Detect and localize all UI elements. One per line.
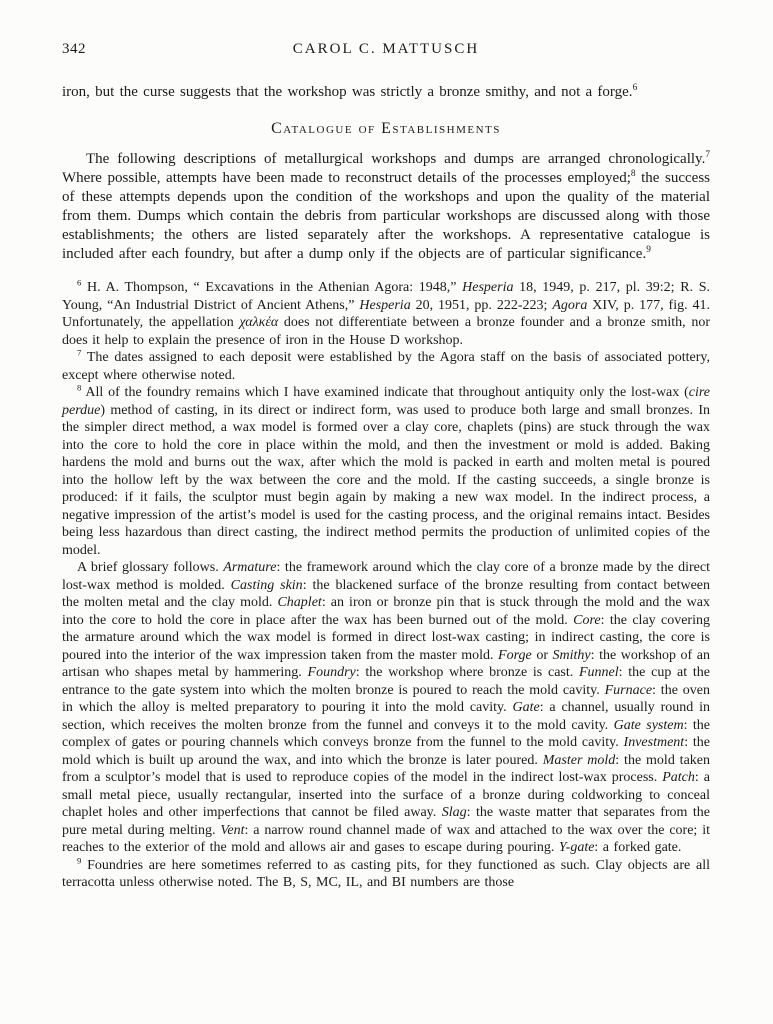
italic-term: Master mold <box>542 752 616 768</box>
footnotes-section <box>62 279 710 892</box>
italic-term: χαλκέα <box>239 315 279 330</box>
italic-term: Investment <box>623 735 685 750</box>
section-heading: Catalogue of Establishments <box>271 120 501 137</box>
text-run: : the mold taken from a sculptor’s model that is used to reproduce copies of the model in the indirect lost-wax process. <box>62 752 711 785</box>
text-run: H. A. Thompson, “ Excavations in the Athenian Agora: 1948,” <box>81 280 463 295</box>
footnote-paragraph <box>62 384 710 559</box>
text-run: or <box>531 647 553 663</box>
text-run: : the workshop where bronze is cast. <box>355 665 579 680</box>
text-run: 18, 1949, p. 217, pl. 39:2; R. S. Young, “An Industrial District of Ancient Athens,” <box>62 280 711 313</box>
text-run: the success of these attempts depends upon the condition of the workshops and upon the quality of the material from them. Dumps which contain the debris from particular workshops are discussed along with those establishments; the others are listed separately after the workshops. A representative catalogue is included after each foundry, but after a dump only if the objects are of particular significance. <box>62 170 711 262</box>
italic-term: Furnace <box>604 682 653 698</box>
footnote-reference: 8 <box>77 382 82 393</box>
footnote-reference: 9 <box>646 245 651 255</box>
footnote-paragraph <box>62 349 710 384</box>
text-run: ) method of casting, in its direct or indirect form, was used to produce both large and small bronzes. In the simpler direct method, a wax model is formed over a clay core, chaplets (pins) are stuck through the wax into the core to hold the core in place within the mold, and then the investment or mold is added. Baking hardens the mold and burns out the wax, after which the mold is packed in earth and molten metal is poured into the hollow left by the wax between the core and the mold. If the casting succeeds, a single bronze is produced: if it fails, the sculptor must begin again by making a new wax model. In the indirect process, a negative impression of the artist’s model is used for the casting process, and the original remains intact. Besides being less hazardous than direct casting, the indirect method permits the production of unlimited copies of the model. <box>62 402 710 558</box>
italic-term: Foundry <box>307 665 356 680</box>
text-run: XIV, p. 177, fig. 41. Unfortunately, the appellation <box>62 297 710 330</box>
italic-term: Chaplet <box>277 595 322 610</box>
italic-term: Funnel <box>578 665 619 680</box>
text-run: Foundries are here sometimes referred to as casting pits, for they functioned as such. Clay objects are all terracotta unless otherwise noted. The B, S, MC, IL, and BI numbers are those <box>62 857 710 890</box>
text-run: 20, 1951, pp. 222-223; <box>410 297 553 313</box>
italic-term: Hesperia <box>359 297 411 313</box>
italic-term: Forge <box>498 647 532 663</box>
text-run: : the waste matter that separates from the pure metal during melting. <box>62 805 710 838</box>
italic-term: Gate system <box>613 717 684 733</box>
italic-term: Gate <box>512 700 540 715</box>
italic-term: Core <box>573 612 601 628</box>
footnote-paragraph <box>62 854 710 892</box>
text-run: : the mold which is built up around the wax, and into which the bronze is later poured. <box>62 735 710 768</box>
italic-term: Y-gate <box>558 840 595 855</box>
italic-term: Vent <box>220 822 245 838</box>
footnote-reference: 6 <box>632 83 638 93</box>
footnote-reference: 8 <box>630 169 636 179</box>
text-run: : the cup at the entrance to the gate system into which the molten bronze is poured to reach the mold cavity. <box>62 665 710 698</box>
text-run: A brief glossary follows. <box>77 560 224 575</box>
text-run: : the clay covering the armature around which the wax model is formed in direct lost-wax casting; in indirect casting, the core is poured into the interior of the wax impression taken from the master mold. <box>62 612 710 663</box>
italic-term: Casting skin <box>230 577 303 593</box>
text-run: : a narrow round channel made of wax and attached to the wax over the core; it reaches to the exterior of the mold and allows air and gases to escape during pouring. <box>62 822 711 855</box>
italic-term: Patch <box>662 770 695 785</box>
text-run: Where possible, attempts have been made to reconstruct details of the processes employed; <box>62 170 631 186</box>
italic-term: Armature <box>223 560 277 575</box>
text-run: The dates assigned to each deposit were established by the Agora staff on the basis of associated pottery, except where otherwise noted. <box>62 350 710 383</box>
text-run: does not differentiate between a bronze founder and a bronze smith, nor does it help to explain the presence of iron in the House D workshop. <box>62 315 710 348</box>
italic-term: cire perdue <box>62 385 710 418</box>
footnote-paragraph <box>62 279 710 349</box>
body-paragraph-catalogue <box>62 150 710 264</box>
text-run: : an iron or bronze pin that is stuck through the mold and the wax into the core to hold the core in place after the wax has been burned out of the mold. <box>62 595 710 628</box>
running-head: CAROL C. MATTUSCH <box>292 41 480 57</box>
page-header <box>62 40 710 59</box>
text-run: The following descriptions of metallurgical workshops and dumps are arranged chronologically. <box>86 151 706 167</box>
italic-term: Agora <box>552 297 588 313</box>
text-run: All of the foundry remains which I have examined indicate that throughout antiquity only the lost-wax ( <box>81 385 689 400</box>
footnote-reference: 9 <box>77 854 82 865</box>
text-run: iron, but the curse suggests that the workshop was strictly a bronze smithy, and not a forge. <box>62 84 633 100</box>
text-run: : the framework around which the clay core of a bronze made by the direct lost-wax method is molded. <box>62 560 710 593</box>
text-run: : the workshop of an artisan who shapes metal by hammering. <box>62 647 710 680</box>
text-run: : the blackened surface of the bronze resulting from contact between the molten metal and the clay mold. <box>62 577 710 610</box>
text-run: : the complex of gates or pouring channels which conveys bronze from the funnel to the mold cavity. <box>62 717 710 750</box>
body-paragraph-intro <box>62 83 710 102</box>
text-run: : a channel, usually round in section, which receives the molten bronze from the funnel and conveys it to the mold cavity. <box>62 700 710 733</box>
italic-term: Slag <box>441 805 467 820</box>
footnote-reference: 7 <box>705 150 710 160</box>
text-run: : a small metal piece, usually rectangular, inserted into the surface of a bronze during coldworking to conceal chaplet holes and other imperfections that cannot be filed away. <box>62 770 710 820</box>
footnote-reference: 6 <box>77 277 82 288</box>
italic-term: Smithy <box>552 647 591 663</box>
text-run: : a forked gate. <box>594 840 682 855</box>
article-body <box>62 83 710 892</box>
text-run: : the oven in which the alloy is melted preparatory to pouring it into the mold cavity. <box>62 682 710 715</box>
italic-term: Hesperia <box>462 280 514 295</box>
footnote-reference: 7 <box>77 347 82 358</box>
page-number: 342 <box>62 41 86 57</box>
footnote-paragraph <box>62 559 710 857</box>
